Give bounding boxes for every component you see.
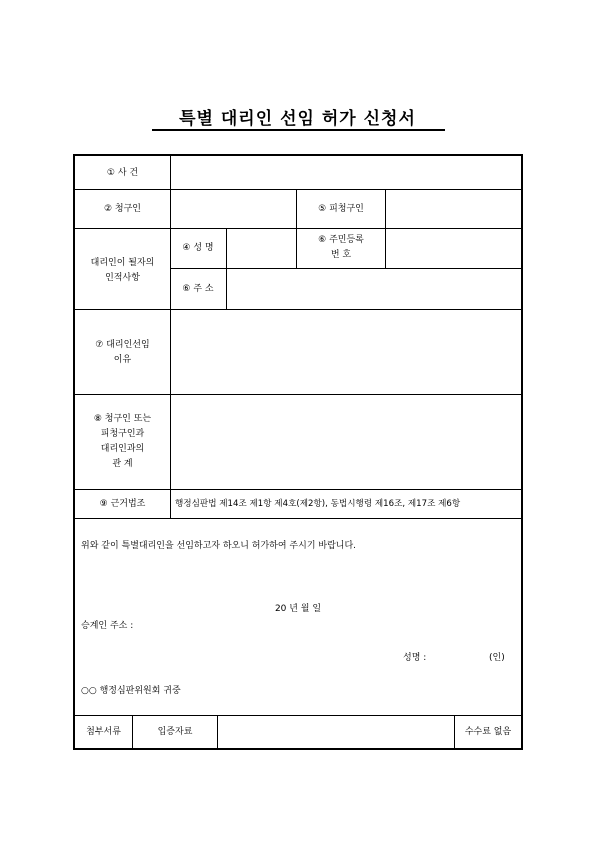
seal-mark: (인) [489, 653, 505, 663]
attachments-value: 입증자료 [157, 727, 193, 737]
fee-label: 수수료 없음 [464, 727, 512, 737]
relation-label-line4: 관 계 [112, 459, 133, 469]
petitioner-label: ② 청구인 [103, 204, 141, 214]
name-label: ④ 성 명 [182, 243, 214, 253]
id-number-label-line1: ⑥ 주민등록 [318, 235, 364, 245]
legal-basis-label: ⑨ 근거법조 [99, 499, 146, 509]
relation-label-line2: 피청구인과 [100, 429, 145, 439]
page-title: 특별 대리인 선임 허가 신청서 [179, 109, 416, 129]
request-statement: 위와 같이 특별대리인을 선임하고자 하오니 허가하여 주시기 바랍니다. [81, 541, 357, 551]
address-label: ⑥ 주 소 [182, 284, 214, 294]
reason-label-line2: 이유 [113, 355, 132, 365]
attachments-field[interactable] [218, 716, 454, 750]
title-underline [152, 129, 445, 131]
addressee: ○○ 행정심판위원회 귀중 [81, 686, 181, 696]
case-label: ① 사 건 [106, 168, 139, 178]
agent-info-label-line2: 인적사항 [105, 273, 140, 283]
respondent-label: ⑤ 피청구인 [318, 204, 364, 214]
name-field[interactable] [227, 229, 296, 268]
relation-label-line3: 대리인과의 [100, 444, 145, 454]
applicant-address: 승계인 주소 : [81, 621, 134, 631]
respondent-field[interactable] [386, 190, 521, 228]
relation-field[interactable] [171, 395, 521, 489]
attachments-label: 첨부서류 [86, 727, 121, 737]
id-number-label-line2: 번 호 [330, 250, 352, 260]
legal-basis-value: 행정심판법 제14조 제1항 제4호(제2항), 동법시행령 제16조, 제17조 제6항 [175, 499, 461, 509]
petitioner-field[interactable] [171, 190, 296, 228]
address-field[interactable] [227, 269, 521, 309]
row-divider [75, 489, 521, 490]
application-form [73, 154, 523, 750]
signature-label: 성명 : [403, 653, 427, 663]
reason-field[interactable] [171, 310, 521, 394]
date-line: 20 년 월 일 [274, 604, 322, 614]
agent-info-label-line1: 대리인이 될자의 [90, 258, 155, 268]
relation-label-line1: ⑧ 청구인 또는 [93, 414, 152, 424]
id-number-field[interactable] [386, 229, 521, 268]
case-field[interactable] [171, 156, 521, 189]
row-divider [75, 518, 521, 519]
reason-label-line1: ⑦ 대리인선임 [95, 340, 150, 350]
